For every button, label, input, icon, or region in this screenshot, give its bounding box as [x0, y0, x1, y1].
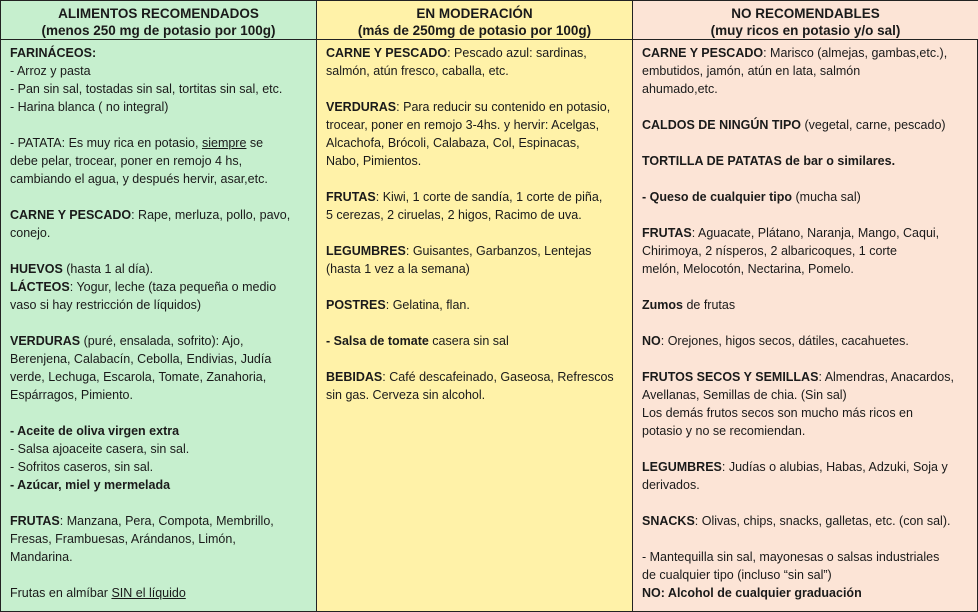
- not-recommended-cell: [632, 40, 978, 612]
- carne-text: CARNE Y PESCADO: Pescado azul: sardinas,: [326, 46, 587, 60]
- header-recommended: [0, 0, 316, 40]
- frutos-secos-text: Los demás frutos secos son mucho más ricos en: [642, 406, 913, 420]
- carne-text: conejo.: [10, 226, 51, 240]
- list-item: - Sofritos caseros, sin sal.: [10, 460, 154, 474]
- verduras-text: VERDURAS (puré, ensalada, sofrito): Ajo,: [10, 334, 244, 348]
- header-subtitle: (menos 250 mg de potasio por 100g): [41, 23, 276, 38]
- zumos-text: Zumos de frutas: [642, 298, 736, 312]
- verduras-text: trocear, poner en remojo 3-4hs. y hervir: Acelgas,: [326, 118, 600, 132]
- frutas-text: FRUTAS: Manzana, Pera, Compota, Membrillo,: [10, 514, 274, 528]
- frutas-text: Fresas, Frambuesas, Arándanos, Limón,: [10, 532, 236, 546]
- patata-text: debe pelar, trocear, poner en remojo 4 hs,: [10, 154, 243, 168]
- list-item: - Pan sin sal, tostadas sin sal, tortitas sin sal, etc.: [10, 82, 283, 96]
- almibar-text: Frutas en almíbar SIN el líquido: [10, 586, 186, 600]
- mantequilla-text: - Mantequilla sin sal, mayonesas o salsas industriales: [642, 550, 940, 564]
- frutas-text: Mandarina.: [10, 550, 73, 564]
- carne-text: CARNE Y PESCADO: Marisco (almejas, gambas,etc.),: [642, 46, 948, 60]
- verduras-text: VERDURAS: Para reducir su contenido en potasio,: [326, 100, 611, 114]
- lacteos-text: LÁCTEOS: Yogur, leche (taza pequeña o medio: [10, 280, 277, 294]
- frutos-secos-text: potasio y no se recomiendan.: [642, 424, 806, 438]
- tortilla-text: TORTILLA DE PATATAS de bar o similares.: [642, 154, 896, 168]
- caldos-text: CALDOS DE NINGÚN TIPO (vegetal, carne, pescado): [642, 118, 946, 132]
- verduras-text: verde, Lechuga, Escarola, Tomate, Zanahoria,: [10, 370, 267, 384]
- carne-text: ahumado,etc.: [642, 82, 718, 96]
- frutas-text: 5 cerezas, 2 ciruelas, 2 higos, Racimo de uva.: [326, 208, 582, 222]
- patata-text: - PATATA: Es muy rica en potasio, siempre se: [10, 136, 264, 150]
- list-item: - Harina blanca ( no integral): [10, 100, 169, 114]
- aceite-item: - Aceite de oliva virgen extra: [10, 424, 180, 438]
- mantequilla-text: de cualquier tipo (incluso “sin sal”): [642, 568, 832, 582]
- huevos-text: HUEVOS (hasta 1 al día).: [10, 262, 154, 276]
- farinaceos-heading: FARINÁCEOS:: [10, 46, 97, 60]
- list-item: - Salsa ajoaceite casera, sin sal.: [10, 442, 190, 456]
- header-subtitle: (más de 250mg de potasio por 100g): [357, 23, 592, 38]
- frutas-text: melón, Melocotón, Nectarina, Pomelo.: [642, 262, 854, 276]
- frutos-secos-text: FRUTOS SECOS Y SEMILLAS: Almendras, Anacardos,: [642, 370, 954, 384]
- verduras-text: Alcachofa, Brócoli, Calabaza, Col, Espinacas,: [326, 136, 580, 150]
- queso-text: - Queso de cualquier tipo (mucha sal): [642, 190, 861, 204]
- bebidas-text: BEBIDAS: Café descafeinado, Gaseosa, Refrescos: [326, 370, 614, 384]
- legumbres-text: derivados.: [642, 478, 700, 492]
- verduras-text: Nabo, Pimientos.: [326, 154, 422, 168]
- carne-text: CARNE Y PESCADO: Rape, merluza, pollo, pavo,: [10, 208, 291, 222]
- alcohol-text: NO: Alcohol de cualquier graduación: [642, 586, 862, 600]
- frutas-text: FRUTAS: Kiwi, 1 corte de sandía, 1 corte de piña,: [326, 190, 603, 204]
- frutas-text: Chirimoya, 2 nísperos, 2 albaricoques, 1 corte: [642, 244, 897, 258]
- header-title: NO RECOMENDABLES: [731, 6, 880, 21]
- frutas-text: FRUTAS: Aguacate, Plátano, Naranja, Mango, Caqui,: [642, 226, 940, 240]
- verduras-text: Espárragos, Pimiento.: [10, 388, 133, 402]
- snacks-text: SNACKS: Olivas, chips, snacks, galletas, etc. (con sal).: [642, 514, 951, 528]
- patata-text: cambiando el agua, y después hervir, asar,etc.: [10, 172, 268, 186]
- legumbres-text: (hasta 1 vez a la semana): [326, 262, 470, 276]
- moderation-cell: [316, 40, 632, 612]
- azucar-item: - Azúcar, miel y mermelada: [10, 478, 171, 492]
- recommended-cell: [0, 40, 316, 612]
- frutos-secos-text: Avellanas, Semillas de chia. (Sin sal): [642, 388, 847, 402]
- carne-text: embutidos, jamón, atún en lata, salmón: [642, 64, 861, 78]
- header-title: ALIMENTOS RECOMENDADOS: [58, 6, 259, 21]
- lacteos-text: vaso si hay restricción de líquidos): [10, 298, 202, 312]
- header-title: EN MODERACIÓN: [416, 6, 533, 21]
- legumbres-text: LEGUMBRES: Judías o alubias, Habas, Adzuki, Soja y: [642, 460, 948, 474]
- legumbres-text: LEGUMBRES: Guisantes, Garbanzos, Lentejas: [326, 244, 592, 258]
- header-not-recommended: [632, 0, 978, 40]
- header-subtitle: (muy ricos en potasio y/o sal): [710, 23, 901, 38]
- no-text: NO: Orejones, higos secos, dátiles, cacahuetes.: [642, 334, 909, 348]
- verduras-text: Berenjena, Calabacín, Cebolla, Endivias, Judía: [10, 352, 272, 366]
- list-item: - Arroz y pasta: [10, 64, 91, 78]
- postres-text: POSTRES: Gelatina, flan.: [326, 298, 470, 312]
- bebidas-text: sin gas. Cerveza sin alcohol.: [326, 388, 486, 402]
- carne-text: salmón, atún fresco, caballa, etc.: [326, 64, 509, 78]
- header-moderation: [316, 0, 632, 40]
- salsa-text: - Salsa de tomate casera sin sal: [326, 334, 509, 348]
